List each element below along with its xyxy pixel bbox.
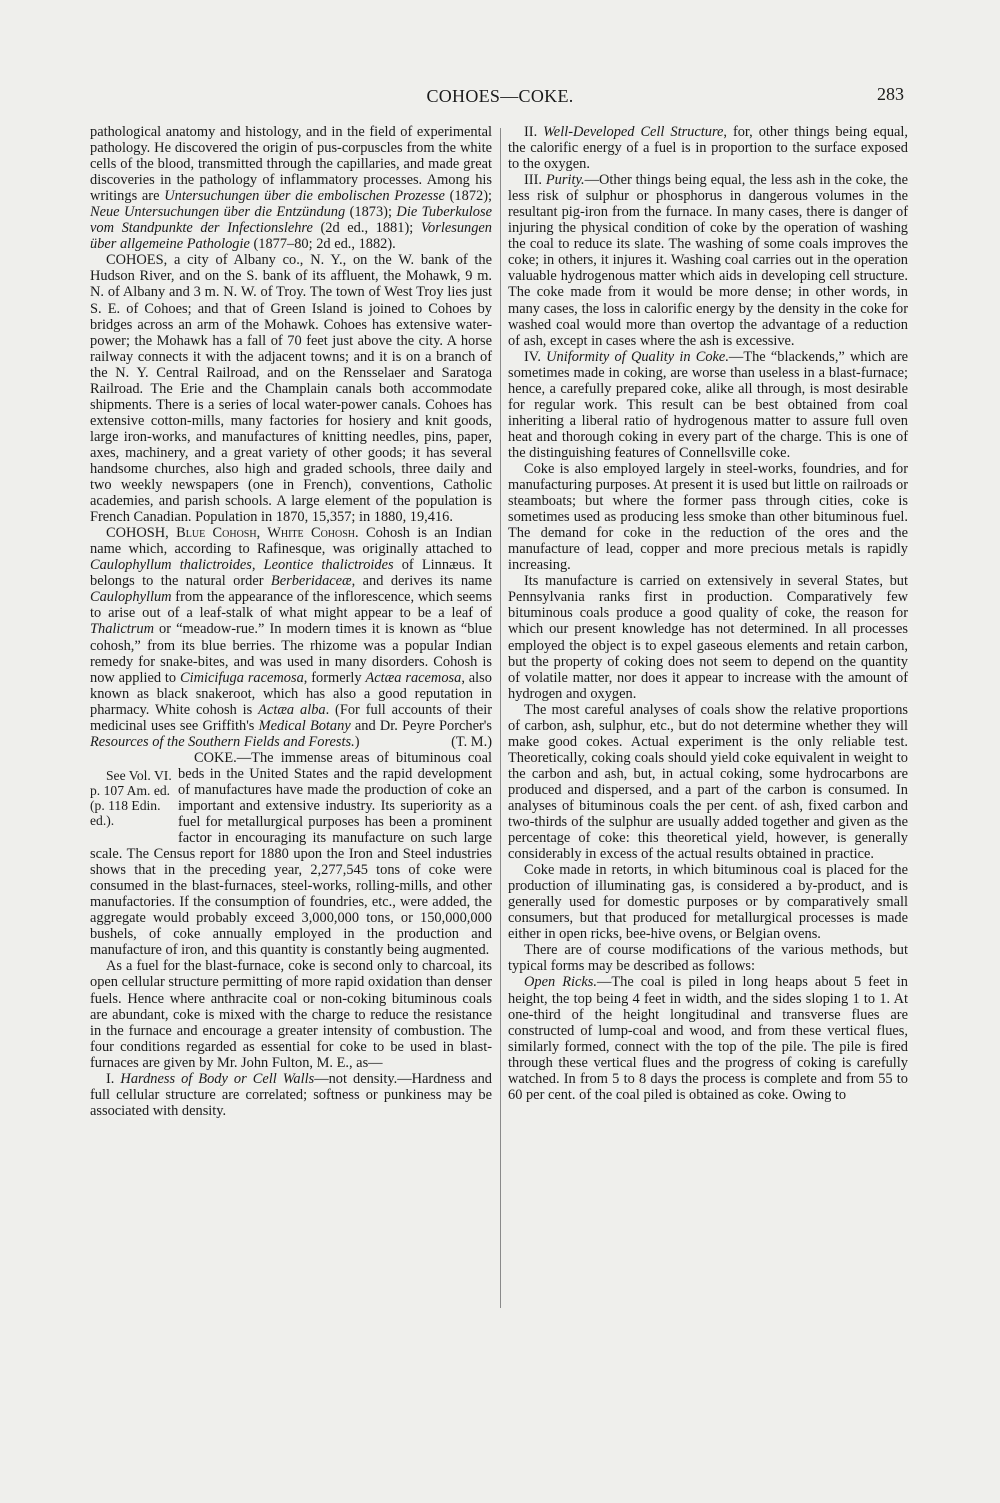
text-run: , and derives its name — [351, 573, 492, 590]
text-run: —Other things being equal, the less ash in the coke, the less risk of sulphur or phosphorus in dangerous volumes in the resultant pig-iron from the furnace. In many cases, there is danger of injuring the physical condition of coke by the operation of washing the coal to reduce its slate. The washing of some coals improves the coke; in others, it injures it. Washing coal carries out in the operation valuable hydrogenous matter which aids in developing cell structure. The coke made from it would be more dense; in other words, in many cases, the loss in calorific energy by the density in the coke for washed coal would more than overtop the advantage of a reduction of ash, except in cases where the ash is excessive. — [508, 172, 908, 349]
page-header — [0, 84, 1000, 110]
text-run: Cohosh is an Indian name which, according to Rafinesque, was originally attached to — [90, 525, 492, 558]
entry-headword: COKE. — [194, 749, 237, 766]
entry-headword: COHOES — [106, 252, 164, 269]
text-run: or “meadow-rue.” In modern times it is known as “blue cohosh,” from its blue berries. The rhizome was a popular Indian remedy for snake-bites, and was used in many disorders. Cohosh is now applied to — [90, 621, 492, 686]
italic-term: Caulophyllum thalictroides, Leontice thalictroides — [90, 557, 394, 574]
entry-cohoes — [90, 252, 492, 525]
condition-title: Well-Developed Cell Structure — [543, 124, 724, 140]
entry-cohosh — [90, 525, 492, 750]
page-number: 283 — [877, 84, 904, 104]
text-run: (1872); — [444, 188, 493, 205]
italic-title: Die Tuberkulose vom Standpunkte der Infectionslehre — [90, 204, 492, 237]
condition-title: Uniformity of Quality in Coke. — [546, 348, 729, 365]
condition-2 — [508, 124, 908, 172]
entry-headword: COHOSH, — [106, 525, 169, 542]
condition-number: I. — [106, 1070, 121, 1087]
text-run: , for, other things being equal, the calorific energy of a fuel is in proportion to the surface exposed to the oxygen. — [508, 124, 909, 173]
text-run: , also known as black snakeroot, which has also a good reputation in pharmacy. White cohosh is — [90, 669, 492, 718]
italic-term: Cimicifuga racemosa — [179, 669, 304, 686]
text-run: (1873); — [345, 204, 397, 221]
paragraph-modifications: There are of course modifications of the various methods, but typical forms may be described as follows: — [508, 942, 908, 975]
paragraph-analyses: The most careful analyses of coals show the relative proportions of carbon, ash, sulphur, etc., but do not determine whether they will make good cokes. Actual experiment is the only reliable test. Theoretically, coking coals should yield coke equivalent in weight to the carbon and ash, but, in actual coking, some hydrocarbons are produced and dispersed, and a part of the carbon is consumed. In analyses of bituminous coals the per cent. of ash, fixed carbon and two-thirds of the sulphur are usually added together and given as the percentage of coke: this theoretical yield, however, is generally considerably in excess of the actual results obtained in practice. — [508, 701, 908, 863]
condition-title: Purity. — [545, 172, 585, 189]
text-run: from the appearance of the inflorescence, which seems to arise out of a leaf-stalk of what might appear to be a leaf of — [90, 589, 492, 622]
condition-number: III. — [524, 172, 546, 189]
paragraph-retorts: Coke made in retorts, in which bituminous coal is placed for the production of illuminating gas, is considered a by-product, and is generally used for domestic purposes or by comparatively small consumers, but that produced for metallurgical processes is made either in open ricks, bee-hive ovens, or Belgian ovens. — [508, 862, 908, 943]
condition-number: IV. — [524, 348, 547, 365]
condition-4 — [508, 349, 908, 461]
column-divider — [500, 128, 501, 1308]
subsection-title: Open Ricks. — [524, 974, 597, 991]
text-run: As a fuel for the blast-furnace, coke is second only to charcoal, its open cellular structure permitting of more rapid oxidation than denser fuels. Hence where anthracite coal or non-coking bituminous coals are abundant, coke is mixed with the charge to reduce the resistance in the furnace and encourage a greater intensity of combustion. The four conditions regarded as essential for coke to be used in blast-furnaces are given by Mr. John Fulton, M. E., as— — [90, 958, 492, 1071]
italic-title: Vorlesungen über allgemeine Pathologie — [90, 220, 492, 253]
text-run: —The coal is piled in long heaps about 5 feet in height, the top being 4 feet in width, and the sides sloping 1 to 1. At one-third of the height longitudinal and transverse flues are constructed of lump-coal and wood, and from these vertical flues, similarly formed, connect with the top of the pile. The pile is fired through these vertical flues and the progress of coking is carefully watched. In from 5 to 8 days the process is complete and from 55 to 60 per cent. of the coal piled is obtained as coke. Owing to — [508, 974, 908, 1103]
paragraph-manufacture: Its manufacture is carried on extensively in several States, but Pennsylvania ranks first in production. Comparatively few bituminous coals produce a good quality of coke, the reason for which our present knowledge has not determined. In all processes employed the object is to expel gaseous elements and retain carbon, but the property of coking does not seem to depend on the quantity of volatile matter, nor does it appear to increase with the amount of hydrogen and oxygen. — [508, 573, 908, 702]
text-run: of Linnæus. It belongs to the natural order — [90, 557, 492, 590]
condition-number: II. — [524, 124, 544, 140]
text-run: (1877–80; 2d ed., 1882). — [249, 236, 396, 253]
italic-title: Resources of the Southern Fields and Forests. — [90, 733, 355, 750]
text-run: . (For full accounts of their medicinal uses see Griffith's — [90, 701, 493, 734]
small-caps-synonyms: Blue Cohosh, White Cohosh. — [176, 525, 359, 542]
text-run: —not density.—Hardness and full cellular structure are correlated; softness or punkiness may be associated with density. — [90, 1070, 492, 1119]
condition-title: Hardness of Body or Cell Walls — [120, 1070, 315, 1087]
italic-term: Actæa alba — [258, 701, 326, 718]
condition-3 — [508, 172, 908, 349]
text-run: and Dr. Peyre Porcher's — [350, 717, 492, 734]
paragraph-pathology — [90, 124, 492, 252]
text-run: ) — [354, 733, 360, 750]
paragraph-open-ricks — [508, 974, 908, 1102]
text-run: , formerly — [303, 669, 366, 686]
italic-term: Berberidaceæ — [270, 573, 352, 590]
entry-coke — [90, 750, 492, 959]
author-signature: (T. M.) — [451, 733, 492, 750]
italic-title: Untersuchungen über die embolischen Prozesse — [164, 188, 445, 205]
italic-title: Medical Botany — [258, 717, 351, 734]
right-column — [508, 124, 908, 1103]
running-head: COHOES—COKE. — [426, 86, 574, 106]
text-run: —The immense areas of bituminous coal beds in the United States and the rapid development of manufactures have made the production of coke an important and extensive industry. Its superiority as a fuel for metallurgical purposes has been a prominent factor in encouraging its manufacture on such large scale. The Census report for 1880 upon the Iron and Steel industries shows that in the preceding year, 2,277,545 tons of coke were consumed in the blast-furnaces, steel-works, rolling-mills, and other manufactories. If the consumption of foundries, etc., were added, the aggregate would probably exceed 3,000,000 tons, or 150,000,000 bushels, of coke annually employed in the production and manufacture of iron, and this quantity is constantly being augmented. — [90, 749, 492, 959]
text-run: , a city of Albany co., N. Y., on the W. bank of the Hudson River, and on the S. bank of its affluent, the Mohawk, 9 m. N. of Albany and 3 m. N. W. of Troy. The town of West Troy lies just S. E. of Cohoes; and that of Green Island is joined to Cohoes by bridges across an arm of the Mohawk. Cohoes has extensive water-power; the Mohawk has a fall of 70 feet just above the city. A horse railway connects it with the adjacent towns; and it is on a branch of the N. Y. Central Railroad, and on the Rensselaer and Saratoga Railroad. The Erie and the Champlain canals both accommodate shipments. There is a series of local water-power canals. Cohoes has extensive cotton-mills, many factories for hosiery and knit goods, large iron-works, and manufactures of knitting needles, pins, paper, axes, machinery, and a great variety of other goods; it has several handsome churches, also high and graded schools, three daily and two weekly newspapers (one in French), conventions, Catholic academies, and parish schools. A large element of the population is French Canadian. Population in 1870, 15,357; in 1880, 19,416. — [90, 252, 492, 526]
italic-term: Caulophyllum — [90, 589, 172, 606]
condition-1 — [90, 1071, 492, 1119]
paragraph-fuel — [90, 958, 492, 1070]
left-column — [90, 124, 492, 1119]
text-run: —The “blackends,” which are sometimes made in coking, are worse than useless in a blast-furnace; hence, a carefully prepared coke, alike all through, is most desirable for regular work. This result can be best obtained from coal inheriting a liberal ratio of hydrogenous matter to assure full oven heat and thorough coking in every part of the charge. This is one of the distinguishing features of Connellsville coke. — [508, 348, 908, 461]
paragraph-steel-works: Coke is also employed largely in steel-works, foundries, and for manufacturing purposes. At present it is used but little on railroads or steamboats; but where the former pass through cities, coke is sometimes used as producing less smoke than other bituminous fuel. The demand for coke in the reduction of the ores and the manufacture of lead, copper and more precious metals is rapidly increasing. — [508, 460, 908, 574]
text-run: (2d ed., 1881); — [312, 220, 421, 237]
text-run: pathological anatomy and histology, and in the field of experimental pathology. He discovered the origin of pus-corpuscles from the white cells of the blood, transmitted through the capillaries, and made great discoveries in the pathology of inflammatory processes. Among his writings are — [90, 124, 492, 205]
marginal-note: See Vol. VI. p. 107 Am. ed. (p. 118 Edin. ed.). — [90, 767, 172, 828]
italic-title: Neue Untersuchungen über die Entzündung — [90, 204, 346, 221]
italic-term: Actæa racemosa — [365, 669, 462, 686]
italic-term: Thalictrum — [90, 621, 154, 638]
